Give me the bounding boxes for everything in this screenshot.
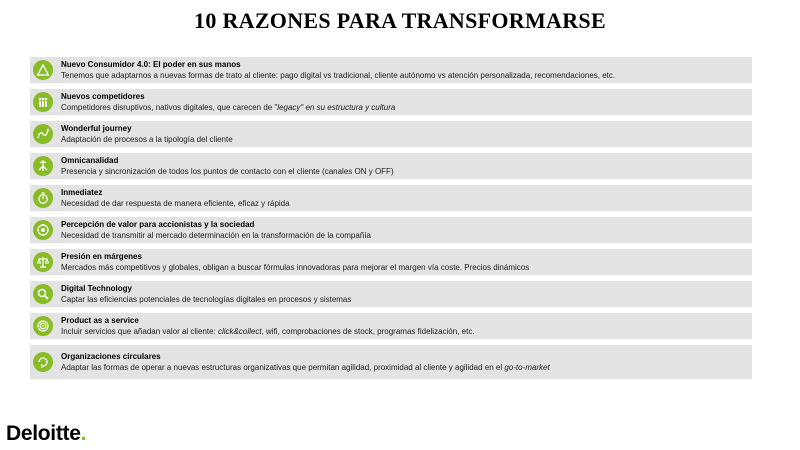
reason-heading: Digital Technology: [61, 283, 132, 293]
description-fragment: legacy" en su estructura y cultura: [277, 102, 396, 112]
warning-triangle-icon: [33, 60, 53, 80]
reason-row: [30, 281, 752, 307]
reason-heading: Organizaciones circulares: [61, 351, 161, 361]
reason-description: [61, 103, 395, 113]
logo-dot: .: [80, 422, 87, 445]
magnifier-icon: [33, 284, 53, 304]
reason-text: [61, 92, 395, 113]
reason-row: [30, 313, 752, 339]
description-fragment: Incluir servicios que añadan valor al cliente:: [61, 326, 218, 336]
people-group-icon: [33, 92, 53, 112]
reason-row: [30, 153, 752, 179]
reason-heading: Presión en márgenes: [61, 251, 142, 261]
description-fragment: Presencia y sincronización de todos los puntos de contacto con el cliente (canales ON y OFF): [61, 166, 394, 176]
journey-path-icon: [33, 124, 53, 144]
reason-row: [30, 185, 752, 211]
description-fragment: Mercados más competitivos y globales, obligan a buscar fórmulas innovadoras para mejorar el margen vía coste. Precios dinámicos: [61, 262, 530, 272]
description-fragment: Necesidad de transmitir al mercado determinación en la transformación de la compañía: [61, 230, 371, 240]
reason-heading: Wonderful journey: [61, 123, 132, 133]
reason-description: [61, 295, 351, 305]
reason-description: [61, 135, 233, 145]
omnichannel-icon: [33, 156, 53, 176]
reason-description: [61, 363, 550, 373]
logo-text: Deloitte: [6, 422, 81, 445]
reason-row: [30, 121, 752, 147]
reason-row: [30, 89, 752, 115]
reason-text: [61, 156, 394, 177]
reason-description: [61, 167, 394, 177]
reason-row: [30, 345, 752, 379]
reason-text: [61, 316, 475, 337]
reason-text: [61, 284, 351, 305]
description-fragment: Captar las eficiencias potenciales de tecnologías digitales en procesos y sistemas: [61, 294, 352, 304]
reason-heading: Nuevos competidores: [61, 91, 145, 101]
reason-heading: Omnicanalidad: [61, 155, 119, 165]
stopwatch-icon: [33, 188, 53, 208]
description-fragment: Adaptar las formas de operar a nuevas estructuras organizativas que permitan agilidad, proximidad al cliente y agilidad en el: [61, 362, 505, 372]
reason-row: [30, 57, 752, 83]
reason-description: [61, 263, 529, 273]
reason-heading: Product as a service: [61, 315, 139, 325]
reason-text: [61, 352, 550, 373]
reason-heading: Nuevo Consumidor 4.0: El poder en sus manos: [61, 59, 241, 69]
reason-heading: Percepción de valor para accionistas y la sociedad: [61, 219, 255, 229]
description-fragment: Necesidad de dar respuesta de manera eficiente, eficaz y rápida: [61, 198, 290, 208]
reason-text: [61, 124, 233, 145]
reason-description: [61, 231, 371, 241]
description-fragment: Competidores disruptivos, nativos digitales, que carecen de ": [61, 102, 278, 112]
target-value-icon: [33, 220, 53, 240]
reason-text: [61, 60, 615, 81]
reason-row: [30, 249, 752, 275]
reason-row: [30, 217, 752, 243]
reason-text: [61, 252, 529, 273]
description-fragment: click&collect: [217, 326, 262, 336]
reason-description: [61, 199, 290, 209]
reason-text: [61, 188, 290, 209]
reason-description: [61, 71, 615, 81]
description-fragment: Adaptación de procesos a la tipología del cliente: [61, 134, 233, 144]
reason-heading: Inmediatez: [61, 187, 103, 197]
bullseye-icon: [33, 316, 53, 336]
reason-description: [61, 327, 475, 337]
reason-text: [61, 220, 371, 241]
description-fragment: Tenemos que adaptarnos a nuevas formas de trato al cliente: pago digital vs tradicional, cliente autónomo vs atención personalizada, recomendaciones, etc.: [61, 70, 616, 80]
page-title: 10 RAZONES PARA TRANSFORMARSE: [194, 8, 606, 33]
deloitte-logo: [6, 422, 86, 446]
balance-scale-icon: [33, 252, 53, 272]
description-fragment: , wifi, comprobaciones de stock, programas fidelización, etc.: [261, 326, 475, 336]
circular-arrows-icon: [33, 352, 53, 372]
description-fragment: go-to-market: [504, 362, 550, 372]
reasons-list: [30, 57, 752, 385]
